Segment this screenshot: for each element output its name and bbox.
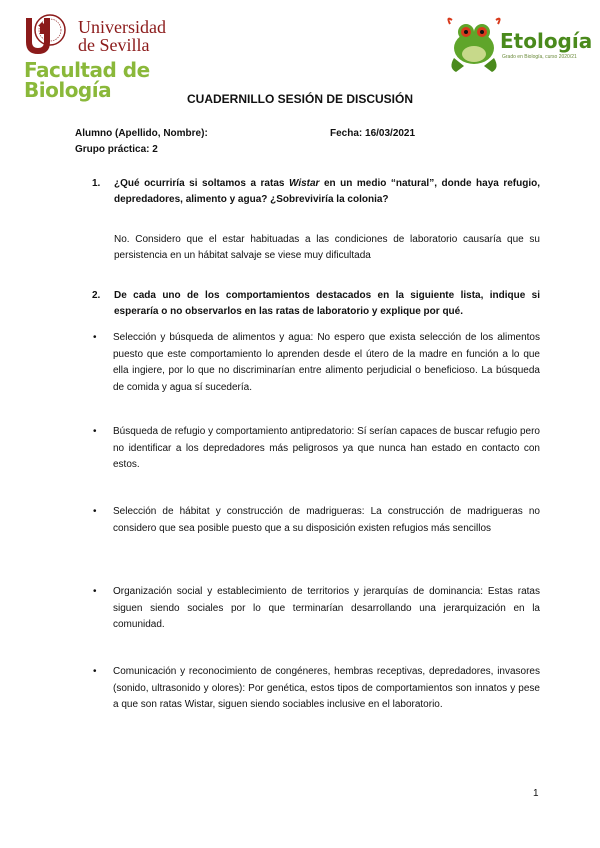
bullet-item-refuge: Búsqueda de refugio y comportamiento antipredatorio: Sí serían capaces de buscar refugio pero no identificar a los depredadores más peligrosos ya que nunca han estado en contacto con estos. bbox=[113, 426, 540, 470]
university-name-line1: Universidad bbox=[78, 17, 166, 37]
course-subtitle: Grado en Biología, curso 2020/21 bbox=[502, 54, 577, 60]
course-title: Etología bbox=[500, 29, 593, 53]
university-crest-icon bbox=[22, 12, 66, 58]
bullet-icon: • bbox=[93, 332, 97, 343]
university-logo bbox=[22, 12, 182, 58]
question-1-number: 1. bbox=[92, 178, 101, 189]
faculty-name-line2: Biología bbox=[24, 78, 112, 102]
student-label: Alumno (Apellido, Nombre): bbox=[75, 128, 208, 139]
university-name-line2: de Sevilla bbox=[78, 35, 150, 55]
page-number: 1 bbox=[533, 788, 539, 799]
bullet-icon: • bbox=[93, 506, 97, 517]
question-1-answer: No. Considero que el estar habituadas a las condiciones de laboratorio causaría que su persistencia en un hábitat salvaje se viese muy dificultada bbox=[114, 234, 540, 261]
etologia-logo bbox=[444, 12, 593, 76]
bullet-item-social: Organización social y establecimiento de territorios y jerarquías de dominancia: Estas ratas siguen siendo sociales por lo que terminarían desarrollando una jerarquización en la comunidad. bbox=[113, 586, 540, 630]
question-2-text: De cada uno de los comportamientos destacados en la siguiente lista, indique si esperaría o no observarlos en las ratas de laboratorio y explique por qué. bbox=[114, 290, 540, 317]
question-1-text bbox=[114, 176, 540, 208]
frog-icon bbox=[444, 12, 504, 76]
question-1-text-before: ¿Qué ocurriría si soltamos a ratas bbox=[114, 178, 289, 189]
question-1-text-italic: Wistar bbox=[288, 178, 320, 189]
faculty-name-line1: Facultad de bbox=[24, 58, 150, 82]
document-title: CUADERNILLO SESIÓN DE DISCUSIÓN bbox=[186, 92, 414, 106]
bullet-item-food: Selección y búsqueda de alimentos y agua: No espero que exista selección de los alimentos puesto que este comportamiento lo aprenden desde el útero de la madre en función a lo que ella ingiere, por lo que no discriminarían entre alimento perjudicial o beneficioso. La búsqueda de comida y agua sí sucedería. bbox=[113, 332, 540, 393]
date-label: Fecha: 16/03/2021 bbox=[330, 128, 416, 139]
question-2-number: 2. bbox=[92, 290, 101, 301]
university-name bbox=[78, 18, 166, 54]
group-label: Grupo práctica: 2 bbox=[75, 144, 158, 155]
bullet-item-habitat: Selección de hábitat y construcción de madrigueras: La construcción de madrigueras no considero que sea posible puesto que a su disposición existen refugios más sencillos bbox=[113, 506, 540, 534]
bullet-icon: • bbox=[93, 666, 97, 677]
bullet-item-communication: Comunicación y reconocimiento de congéneres, hembras receptivas, depredadores, invasores (sonido, ultrasonido y olores): Por genética, estos tipos de comportamientos son innatos y pese a que son ratas Wistar, siguen siendo sociables inclusive en el laboratorio. bbox=[113, 666, 540, 710]
bullet-icon: • bbox=[93, 426, 97, 437]
question-1-text-after: en un medio “natural”, donde haya refugio, depredadores, alimento y agua? ¿Sobreviviría la colonia? bbox=[114, 178, 540, 205]
bullet-icon: • bbox=[93, 586, 97, 597]
